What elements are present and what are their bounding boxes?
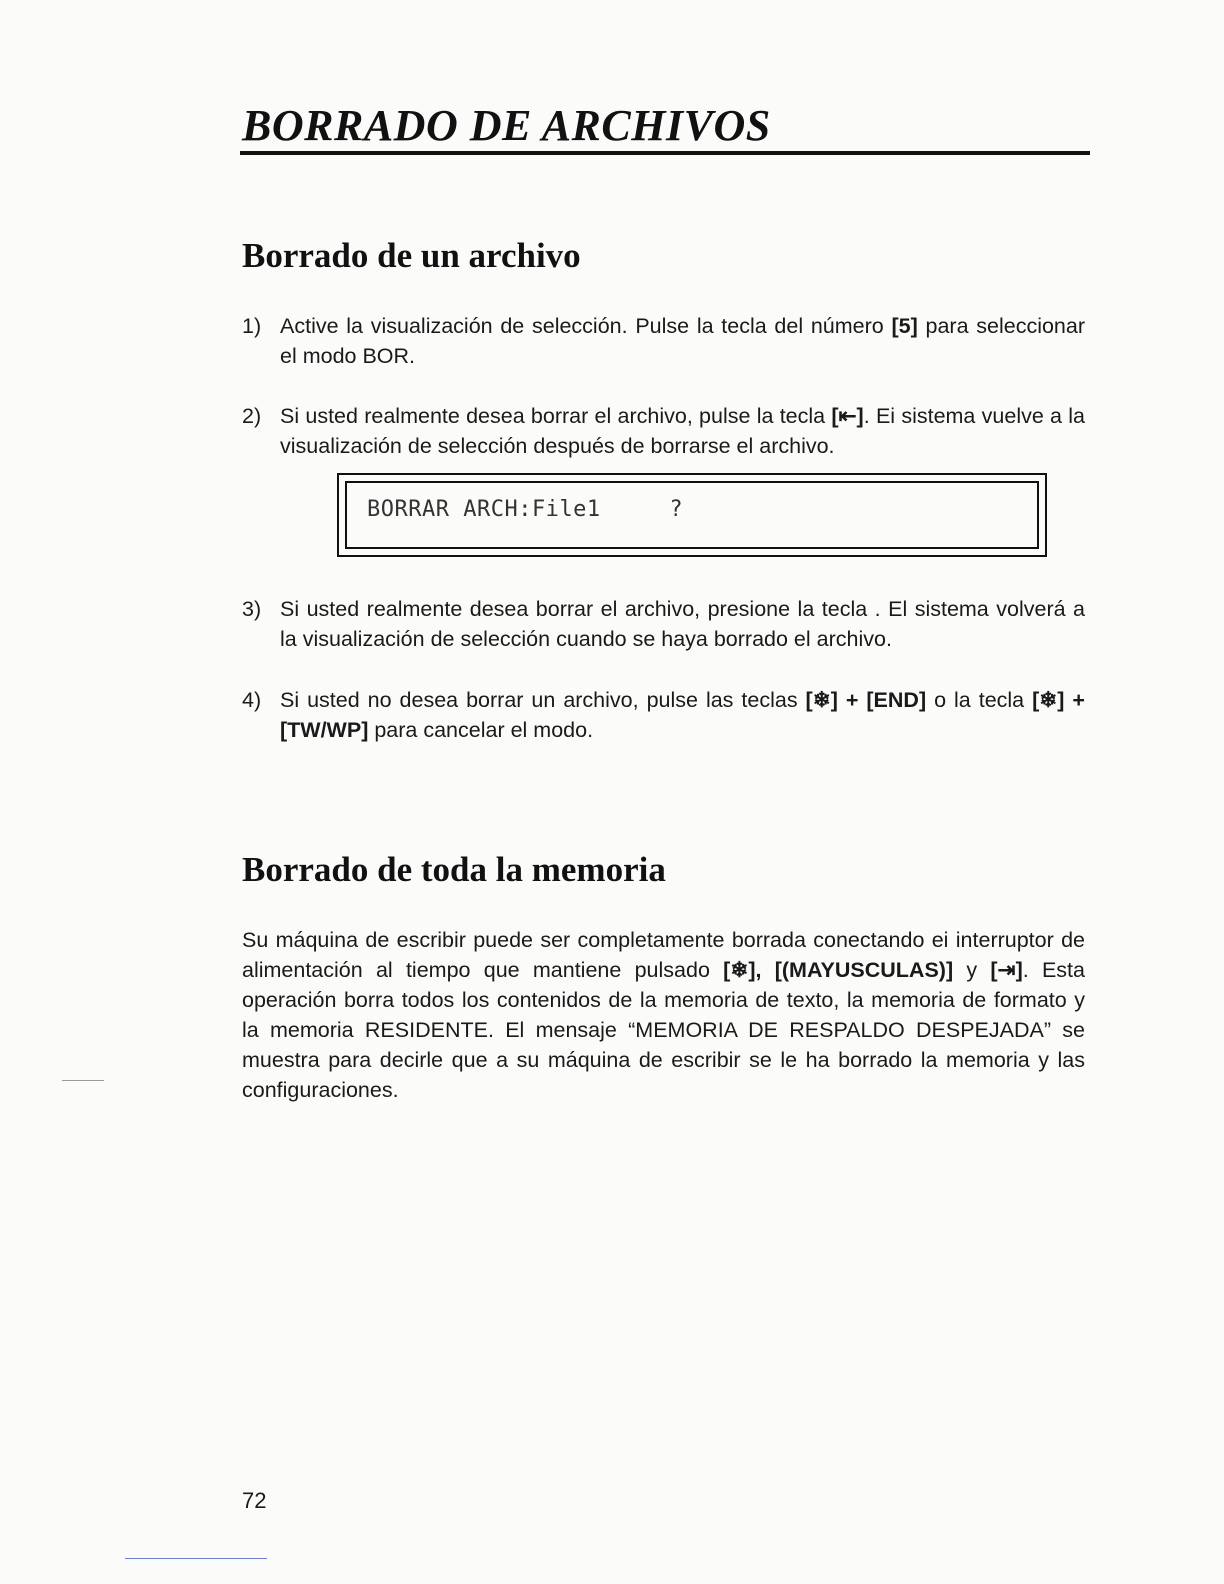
- lcd-display-inner-frame: [345, 481, 1039, 549]
- key-combo-code-end: [❄] + [END]: [805, 688, 927, 712]
- step-text: [280, 685, 1085, 745]
- step-text: [280, 401, 1085, 461]
- step-text-part: para cancelar el modo.: [368, 718, 594, 742]
- step-number: 4): [242, 688, 262, 712]
- section-heading-clear-memory: Borrado de toda la memoria: [242, 850, 666, 889]
- key-5: [5]: [891, 314, 918, 338]
- step-text-part: Si usted realmente desea borrar el archivo, pulse la tecla: [280, 404, 832, 428]
- step-number: 1): [242, 314, 262, 338]
- step-text-part: . Ei sistema vuelve a la visualización de selección después de borrarse el archivo.: [280, 404, 1086, 458]
- step-4: [242, 685, 1085, 745]
- step-1: [242, 311, 1085, 371]
- scan-edge-mark: [125, 1558, 267, 1559]
- step-text: [280, 594, 1085, 654]
- step-3: [242, 594, 1085, 654]
- step-text: [280, 311, 1085, 371]
- step-text-part: o la tecla: [926, 688, 1033, 712]
- section-heading-delete-file: Borrado de un archivo: [242, 236, 581, 275]
- paragraph-part: Su máquina de escribir puede ser completamente borrada conectando ei interruptor de alimentación al tiempo que mantiene pulsado: [242, 928, 1085, 982]
- title-underline: [240, 151, 1090, 155]
- step-text-part: Si usted realmente desea borrar el archivo, presione la tecla . El sistema volverá a la visualización de selección cuando se haya borrado el archivo.: [280, 597, 1085, 651]
- step-number: 2): [242, 404, 262, 428]
- paragraph-part: . Esta operación borra todos los contenidos de la memoria de texto, la memoria de formato y la memoria RESIDENTE. El mensaje “MEMORIA DE RESPALDO DESPEJADA” se muestra para decirle que a su máquina de escribir se le ha borrado la memoria y las configuraciones.: [242, 958, 1085, 1102]
- margin-mark: [62, 1080, 104, 1081]
- step-text-part: Active la visualización de selección. Pulse la tecla del número: [280, 314, 892, 338]
- step-text-part: para seleccionar el modo BOR.: [280, 314, 1085, 368]
- page-number: 72: [242, 1488, 267, 1513]
- tab-key-icon: [⇥]: [990, 958, 1023, 982]
- step-number: 3): [242, 597, 262, 621]
- lcd-display-text: BORRAR ARCH:File1 ?: [367, 497, 684, 522]
- key-combo-code-twwp: [❄] + [TW/WP]: [280, 688, 1085, 742]
- step-text-part: Si usted no desea borrar un archivo, pulse las teclas: [280, 688, 806, 712]
- step-2: [242, 401, 1085, 461]
- key-combo-code-shift: [❄], [(MAYUSCULAS)]: [723, 958, 954, 982]
- clear-memory-paragraph: [242, 925, 1085, 1105]
- paragraph-part: y: [953, 958, 991, 982]
- page-title: BORRADO DE ARCHIVOS: [242, 101, 771, 150]
- return-key-icon: [⇤]: [831, 404, 864, 428]
- lcd-display: [337, 473, 1047, 557]
